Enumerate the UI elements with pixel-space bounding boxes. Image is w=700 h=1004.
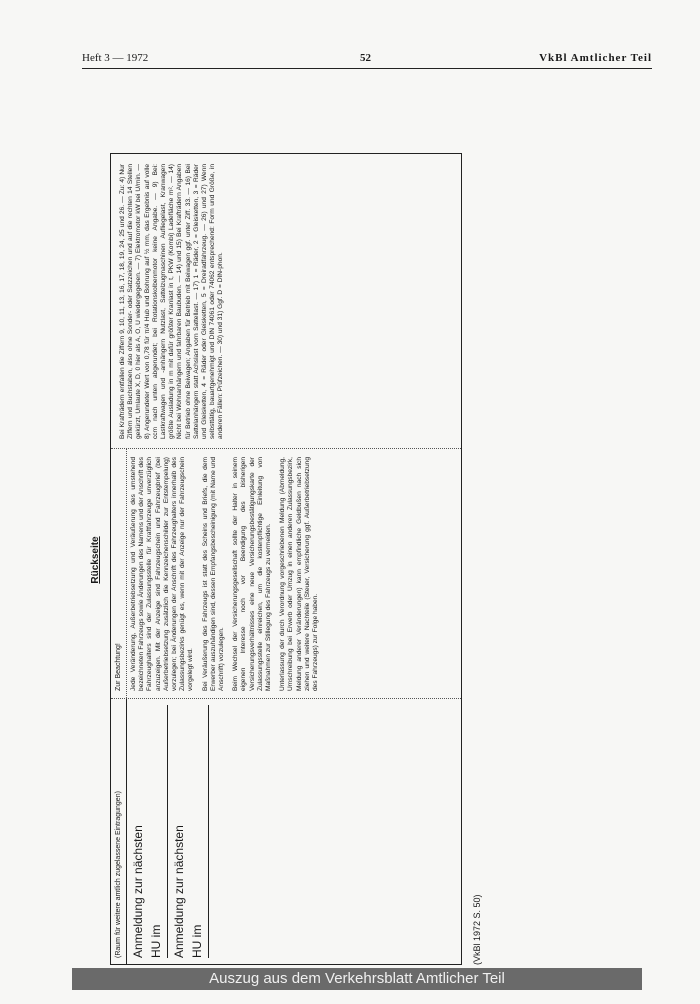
next-inspection-label: Anmeldung zur nächsten bbox=[131, 825, 145, 958]
journal-title: VkBl Amtlicher Teil bbox=[539, 52, 652, 64]
notice-paragraph: Jede Veränderung, Außerbetriebsetzung und Veräußerung des umstehend bezeichneten Fahrzeugs sowie Änderungen des Namens und der Anschrift des Fahrzeughalters sind der Zulassungsstelle für Kraftfahrzeuge unverzüglich anzuzeigen. Mit der Anzeige sind Fahrzeugschein und Fahrzeugbrief (bei Außerbetriebsetzung zusätzlich die Kennzeichenschilder zur Entstempelung) vorzulegen; bei Änderungen der Anschrift des Fahrzeughalters innerhalb des Zulassungsbezirks genügt es, wenn mit der Anzeige nur der Fahrzeugschein vorgelegt wird. bbox=[130, 457, 195, 691]
page-header bbox=[82, 52, 652, 68]
footnotes-text: Bei Krafträdern entfallen die Ziffern 9, 10, 11, 13, 16, 17, 18, 19, 24, 25 und 26. — Zu: 4) Nur Ziffern und Buchstaben, also ohne Sonder- oder Satzzeichen und auf die rechten 14 Stellen gekürzt, Umlaute X, D, 0 hier als A, O, U wiedergegeben. — 7) Elektromotor kW bei U/min. — 8) Angerundeter Wert von 0,78 für π/4 Hub und Bohrung auf ½ mm, das Ergebnis auf volle ccm nach unten abgerundet; bei Rotationskolbenmotor keine Angabe. — 9) Bei: Lastkraftwagen und -anhängern Nutzlast, Sattelzugmaschinen Aufliegelast, Kranwagen größte Ausladung in m mit dafür größter Kranlast in t, PKW (Kombi) Ladefläche m². — 14) Nicht bei Wohnanhängern und fahrbaren Baubuden. — 14) und 15) Bei Krafträdern Angaben für Betrieb ohne Beiwagen; Angaben für Betrieb mit Beiwagen ggf. unter Ziff. 33. — 16) Bei Sattelanhängern statt Achslast vorn Sattellast. — 17) 1 = Räder, 2 = Gleisketten, 3 = Räder und Gleisketten, 4 = Räder oder Gleisketten, 5 = Dreiradfahrzeug. — 26) und 27) Wenn selbsttätig, bauartgenehmigt und DIN 74061 oder 74062 entsprechend: Form und Größe, in anderen Fällen: Prüfzeichen. — 30) und 31) Ggf. D = DIN-phon. bbox=[119, 164, 225, 439]
notice-heading: Zur Beachtung! bbox=[111, 449, 127, 699]
notice-paragraph: Unterlassung der durch Verordnung vorgeschriebenen Meldung (Abmeldung, Umschreibung bei Erwerb oder Umzug in einen anderen Zulassungsbezirk, Meldung anderer Veränderungen) kann empfindliche Geldbußen nach sich ziehen und weitere Nachteile (Steuer, Versicherung ggf. Außerbetriebsetzung des Fahrzeugs) zur Folge haben. bbox=[279, 457, 320, 691]
hu-label: HU im bbox=[149, 924, 163, 958]
next-inspection-label: Anmeldung zur nächsten bbox=[172, 825, 186, 958]
issue-number: Heft 3 — 1972 bbox=[82, 52, 149, 64]
rotated-form bbox=[90, 140, 650, 980]
form-title: Rückseite bbox=[90, 536, 101, 584]
notice-paragraph: Beim Wechsel der Versicherungsgesellschaft sollte der Halter in seinem eigenen Interesse noch vor Beendigung des bisherigen Versicherungsverhältnisses eine neue Versicherungsbestätigungskarte der Zulassungsstelle einreichen, um die kostenpflichtige Einleitung von Maßnahmen zur Stillegung des Fahrzeugs zu vermeiden. bbox=[232, 457, 273, 691]
registration-column bbox=[111, 698, 461, 964]
space-note: (Raum für weitere amtlich zugelassene Eintragungen) bbox=[111, 699, 127, 964]
notice-column bbox=[111, 448, 461, 699]
page-number: 52 bbox=[360, 52, 371, 64]
footnotes-column bbox=[111, 154, 461, 449]
footer-banner: Auszug aus dem Verkehrsblatt Amtlicher Teil bbox=[72, 968, 642, 990]
notice-paragraph: Bei Veräußerung des Fahrzeugs ist statt des Scheins und Briefs, die dem Erwerber auszuhändigen sind, dessen Empfangsbescheinigung (mit Name und Anschrift) vorzulegen. bbox=[201, 457, 226, 691]
hu-label: HU im bbox=[190, 924, 204, 958]
form-frame bbox=[110, 153, 462, 965]
header-rule bbox=[82, 68, 652, 69]
source-reference: (VkBl 1972 S. 50) bbox=[472, 894, 482, 965]
divider bbox=[208, 705, 209, 958]
